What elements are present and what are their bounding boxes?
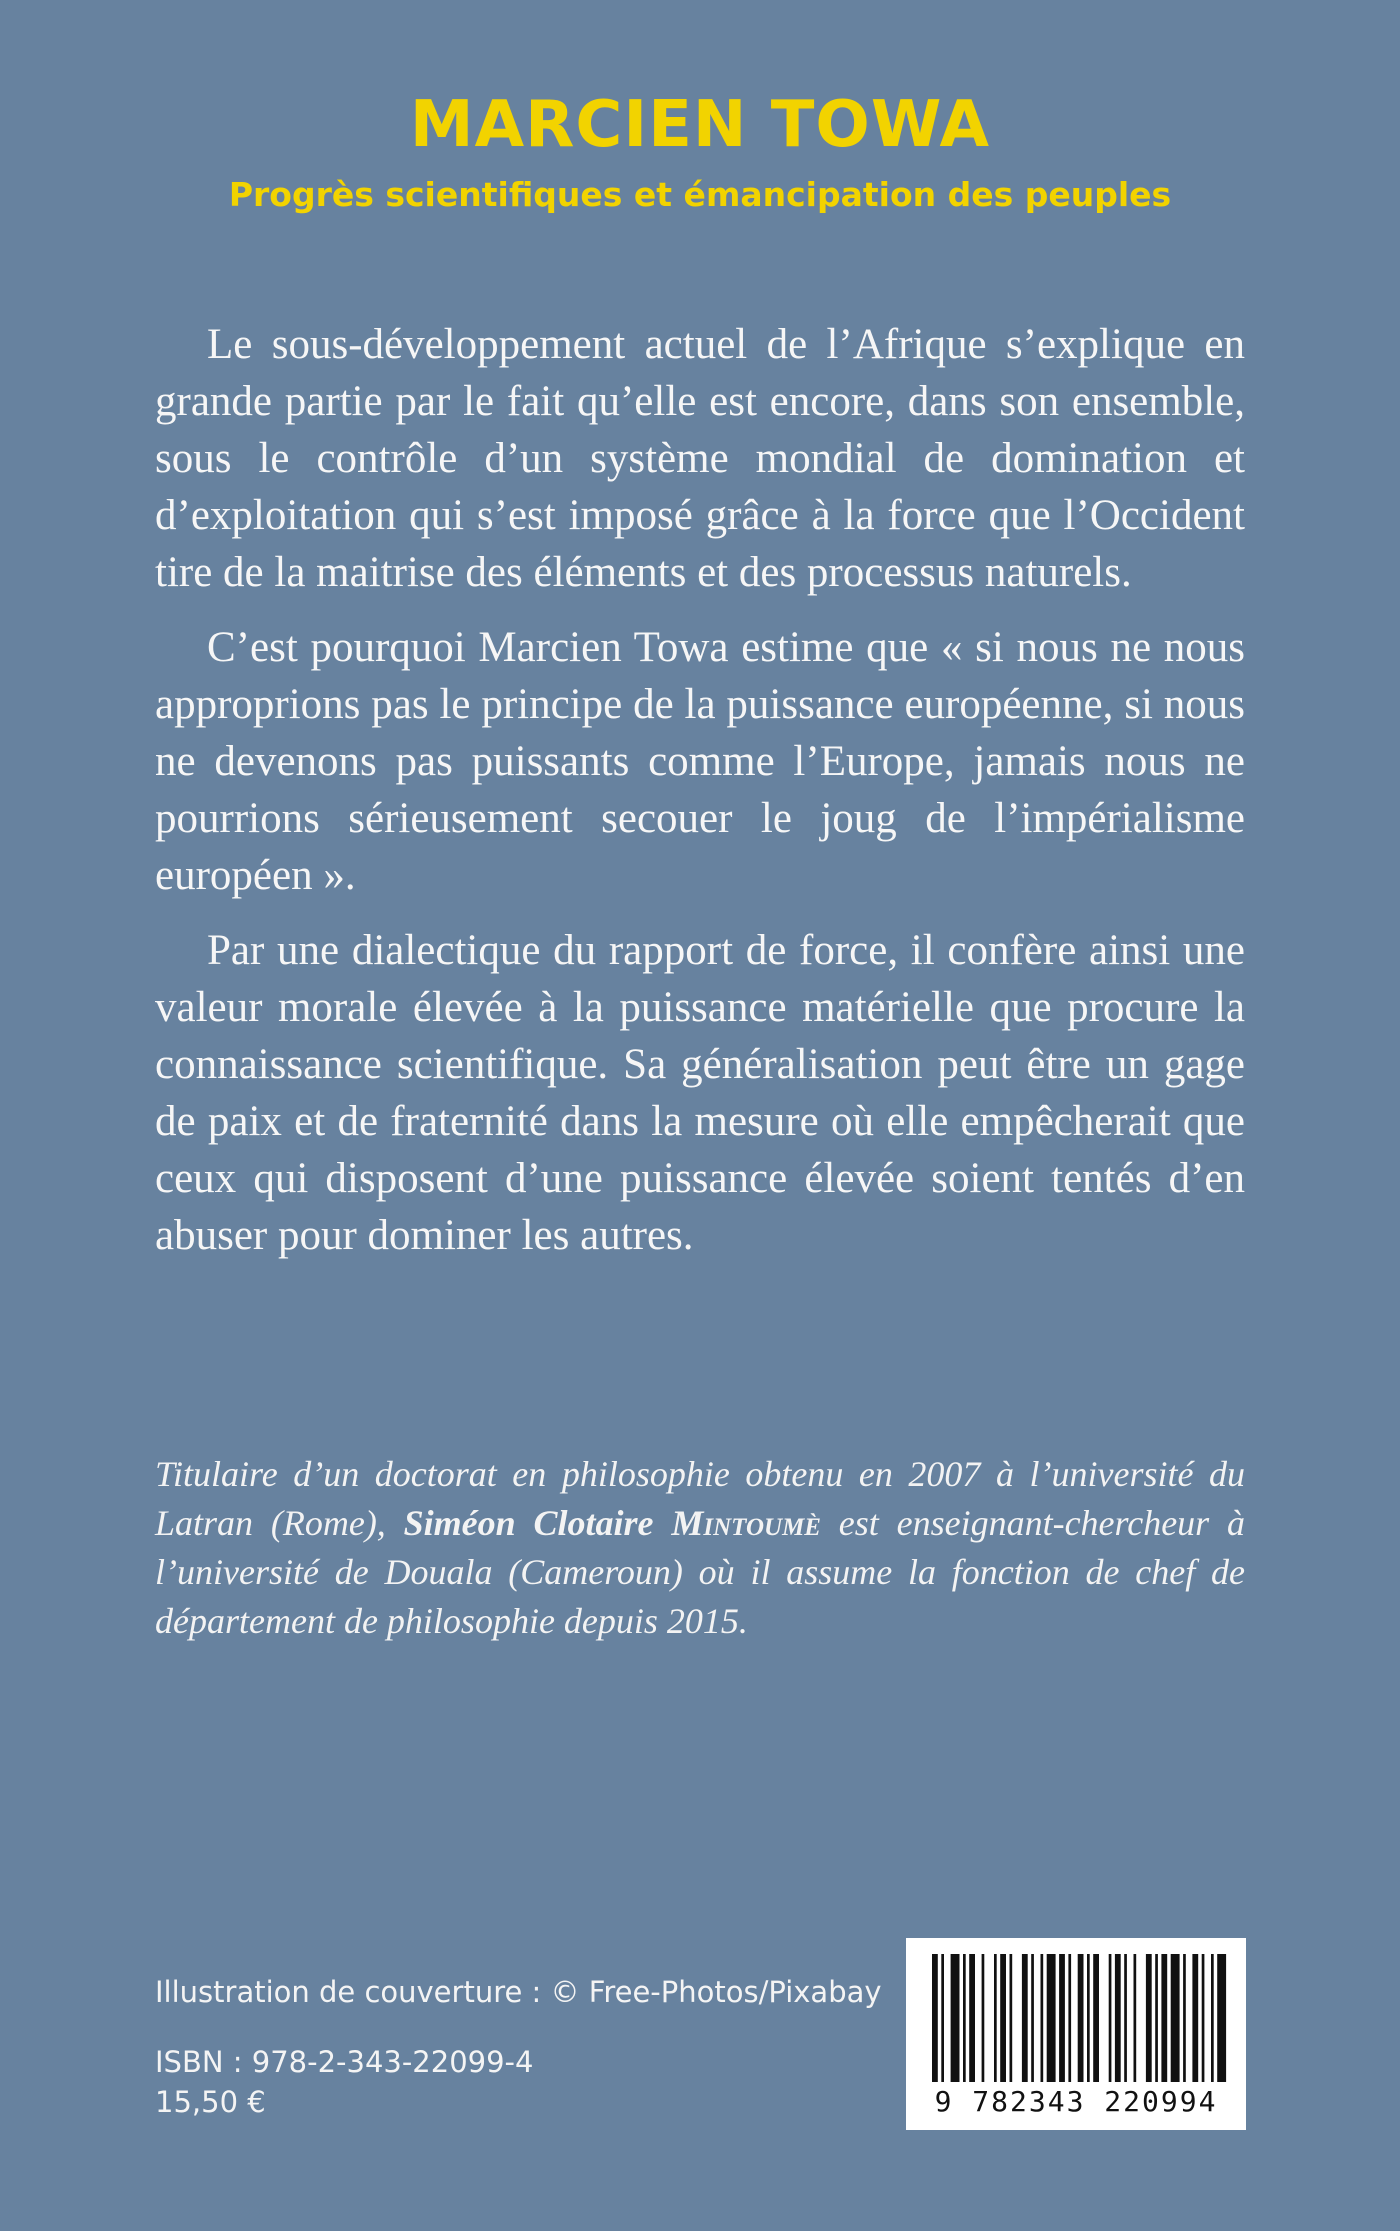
barcode-bar bbox=[1093, 1954, 1099, 2082]
barcode-bar bbox=[1087, 1954, 1090, 2082]
bio-text-end: est enseignant-chercheur à l’université de Douala (Cameroun) où il assume la fonction de chef de département de philosophie depuis 2015. bbox=[155, 1503, 1246, 1641]
barcode-bar bbox=[1155, 1954, 1158, 2082]
barcode-number: 9 782343 220994 bbox=[934, 2085, 1218, 2118]
barcode-bar bbox=[1068, 1954, 1071, 2082]
barcode-bar bbox=[1217, 1954, 1226, 2082]
author-title: MARCIEN TOWA bbox=[409, 88, 991, 162]
blurb-paragraph-3: Par une dialectique du rapport de force, il confère ainsi une valeur morale élevée à la puissance matérielle que procure la connaissance scientifique. Sa généralisation peut être un gage de paix et de fraternité dans la mesure où elle empêcherait que ceux qui disposent d’une puissance élevée soient tentés d’en abuser pour dominer les autres. bbox=[155, 927, 1245, 1259]
barcode-bar bbox=[1115, 1954, 1121, 2082]
barcode-bar bbox=[1211, 1954, 1214, 2082]
barcode-bar bbox=[963, 1954, 966, 2082]
barcode-bar bbox=[932, 1954, 938, 2082]
barcode bbox=[906, 1938, 1246, 2130]
barcode-bar bbox=[1041, 1954, 1044, 2082]
barcode-bar bbox=[982, 1954, 985, 2082]
barcode-bar bbox=[1146, 1954, 1152, 2082]
barcode-bar bbox=[1059, 1954, 1065, 2082]
barcode-bar bbox=[1124, 1954, 1127, 2082]
barcode-bar bbox=[1109, 1954, 1112, 2082]
barcode-bar bbox=[1202, 1954, 1205, 2082]
blurb-paragraph-1: Le sous-développement actuel de l’Afrique s’explique en grande partie par le fait qu’elle est encore, dans son ensemble, sous le contrôle d’un système mondial de domination et d’exploitation qui s’est imposé grâce à la force que l’Occident tire de la maitrise des éléments et des processus naturels. bbox=[155, 321, 1245, 596]
barcode-bar bbox=[1161, 1954, 1167, 2082]
barcode-bar bbox=[1134, 1954, 1137, 2082]
barcode-bars-icon bbox=[906, 1938, 1246, 2088]
barcode-bar bbox=[1192, 1954, 1198, 2082]
barcode-bar bbox=[1078, 1954, 1084, 2082]
barcode-bar bbox=[1171, 1954, 1180, 2082]
blurb-paragraph-2: C’est pourquoi Marcien Towa estime que « si nous ne nous approprions pas le principe de la puissance européenne, si nous ne devenons pas puissants comme l’Europe, jamais nous ne pourrions sérieusement secouer le joug de l’impérialisme européen ». bbox=[155, 624, 1245, 899]
book-subtitle: Progrès scientifiques et émancipation des peuples bbox=[228, 175, 1172, 214]
price: 15,50 € bbox=[155, 2085, 266, 2119]
bio-author-surname: Mintoumè bbox=[671, 1503, 821, 1543]
blurb bbox=[155, 316, 1245, 1282]
credits bbox=[155, 1972, 882, 2122]
barcode-bar bbox=[1047, 1954, 1056, 2082]
barcode-bar bbox=[941, 1954, 944, 2082]
barcode-bar bbox=[951, 1954, 960, 2082]
author-bio bbox=[155, 1450, 1245, 1646]
barcode-bar bbox=[1031, 1954, 1034, 2082]
bio-author-name: Siméon Clotaire Mintoumè bbox=[403, 1503, 821, 1543]
illustration-credit: Illustration de couverture : © Free-Photos/Pixabay bbox=[155, 1975, 882, 2009]
barcode-bar bbox=[1000, 1954, 1006, 2082]
barcode-bar bbox=[1183, 1954, 1186, 2082]
bio-text-start: Titulaire d’un doctorat en philosophie obtenu en 2007 à l’université du Latran (Rome), bbox=[155, 1454, 1245, 1543]
barcode-bar bbox=[969, 1954, 975, 2082]
barcode-bar bbox=[994, 1954, 997, 2082]
barcode-bar bbox=[1022, 1954, 1028, 2082]
barcode-bar bbox=[1010, 1954, 1013, 2082]
isbn: ISBN : 978-2-343-22099-4 bbox=[155, 2045, 534, 2079]
